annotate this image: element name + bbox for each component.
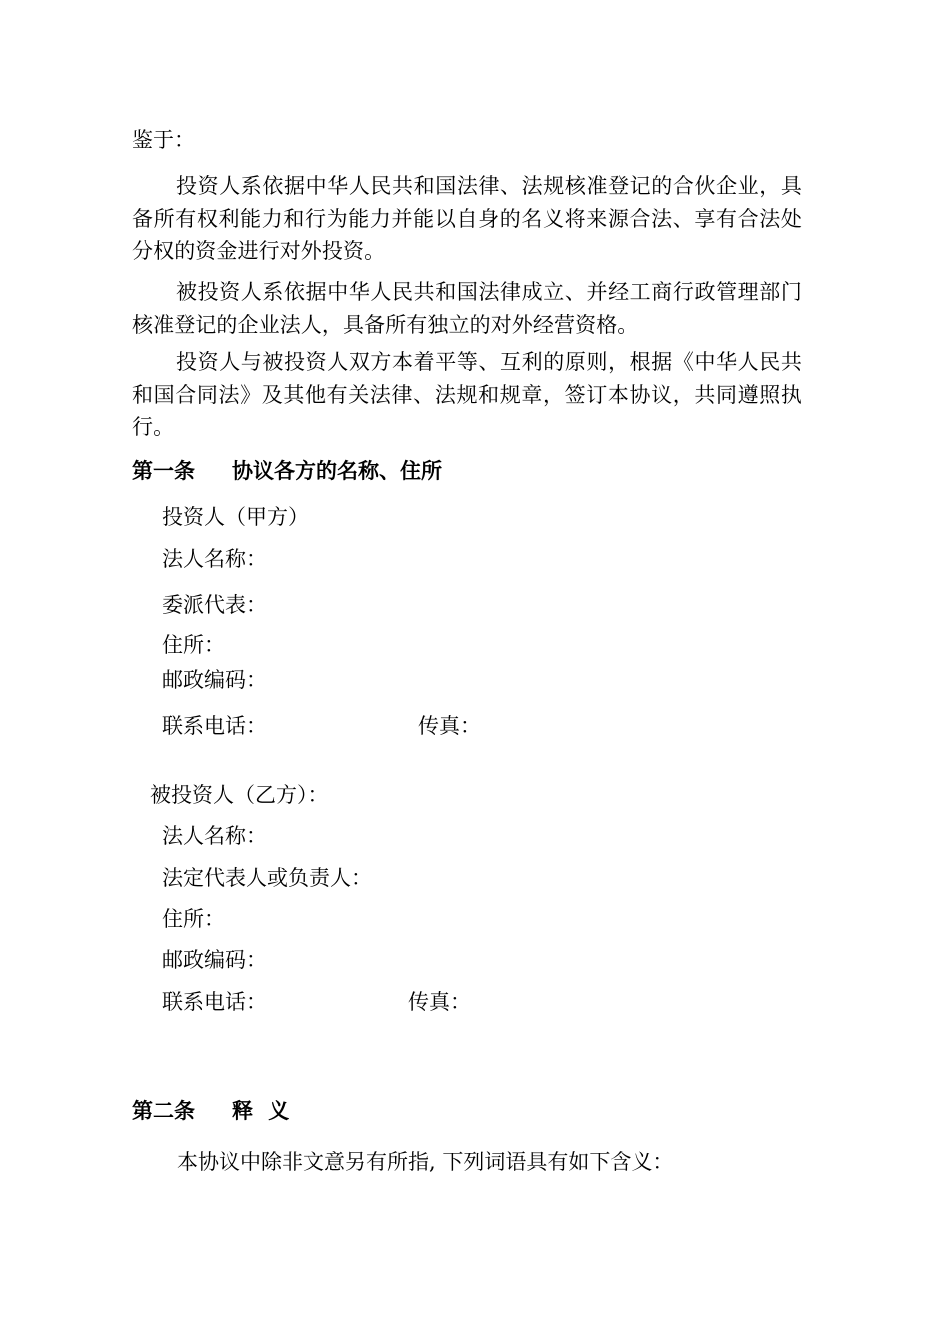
party-a-rep-label: 委派代表： bbox=[162, 593, 267, 617]
party-b-phone-label: 联系电话： bbox=[162, 990, 267, 1014]
party-b-rep-label: 法定代表人或负责人： bbox=[162, 866, 372, 890]
party-a-heading: 投资人（甲方） bbox=[162, 505, 309, 529]
preamble-paragraph-1: 投资人系依据中华人民共和国法律、法规核准登记的合伙企业，具备所有权利能力和行为能力并能以自身的名义将来源合法、享有合法处分权的资金进行对外投资。 bbox=[132, 174, 802, 263]
preamble-paragraph-3: 投资人与被投资人双方本着平等、互利的原则，根据《中华人民共和国合同法》及其他有关法律、法规和规章，签订本协议，共同遵照执行。 bbox=[132, 350, 802, 439]
party-b-postcode-label: 邮政编码： bbox=[162, 948, 267, 972]
party-b-name-label: 法人名称： bbox=[162, 824, 267, 848]
party-a-name-label: 法人名称： bbox=[162, 547, 267, 571]
article2-number: 第二条 bbox=[132, 1098, 195, 1123]
preamble-intro: 鉴于： bbox=[132, 128, 195, 152]
party-b-address-label: 住所： bbox=[162, 907, 225, 931]
article2-title: 释 义 bbox=[232, 1098, 294, 1123]
party-a-postcode-label: 邮政编码： bbox=[162, 668, 267, 692]
party-b-heading: 被投资人（乙方）： bbox=[150, 783, 329, 807]
party-a-address-label: 住所： bbox=[162, 633, 225, 657]
party-b-fax-label: 传真： bbox=[408, 990, 471, 1014]
article1-title: 协议各方的名称、住所 bbox=[232, 458, 442, 483]
article2-intro: 本协议中除非文意另有所指, 下列词语具有如下含义： bbox=[177, 1150, 674, 1174]
preamble-paragraph-2: 被投资人系依据中华人民共和国法律成立、并经工商行政管理部门核准登记的企业法人，具备所有独立的对外经营资格。 bbox=[132, 280, 802, 337]
party-a-phone-label: 联系电话： bbox=[162, 714, 267, 738]
article1-number: 第一条 bbox=[132, 458, 195, 483]
party-a-fax-label: 传真： bbox=[418, 714, 481, 738]
